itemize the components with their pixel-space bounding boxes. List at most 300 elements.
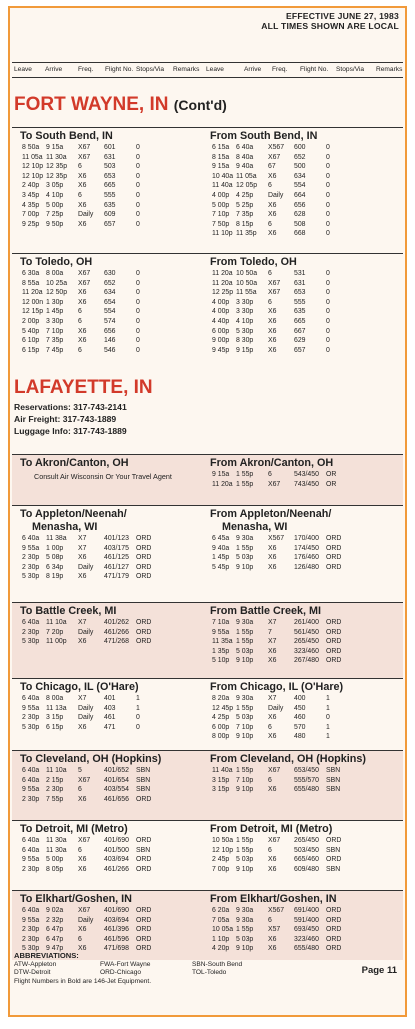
column-header-rule: [12, 77, 403, 78]
flight-row: [20, 279, 210, 289]
stops-via: 0: [136, 172, 140, 180]
frequency: 7: [268, 628, 272, 636]
stops-via: 0: [326, 144, 330, 151]
arrive-time: 1 55p: [236, 926, 254, 934]
column-header-label: Remarks: [173, 66, 200, 73]
frequency: 6: [78, 935, 82, 943]
flight-number: 146: [104, 337, 116, 345]
arrive-time: 2 15p: [46, 776, 64, 784]
stops-via: ORD: [136, 573, 152, 581]
stops-via: 1: [326, 695, 330, 702]
leave-time: 12 10p: [22, 163, 44, 171]
flight-row: [20, 172, 210, 182]
flight-number: 176/460: [294, 554, 319, 562]
flight-number: 628: [294, 211, 306, 219]
arrive-time: 2 32p: [46, 916, 64, 924]
flight-number: 461/266: [104, 628, 129, 636]
flight-number: 631: [104, 153, 116, 161]
arrive-time: 11 10a: [46, 619, 67, 626]
flight-row: [20, 572, 210, 582]
arrive-time: 1 55p: [236, 480, 254, 488]
arrive-time: 12 35p: [46, 172, 68, 180]
arrive-time: 12 35p: [46, 163, 68, 171]
route-title: From Battle Creek, MI: [210, 605, 321, 617]
frequency: X67: [78, 270, 91, 277]
route-section: [12, 820, 403, 890]
flight-row: [20, 210, 210, 220]
stops-via: 0: [136, 201, 140, 209]
flight-row: [20, 704, 210, 714]
flight-row: [210, 220, 400, 230]
leave-time: 2 30p: [22, 935, 40, 943]
flight-row: [20, 544, 210, 554]
arrive-time: 7 45p: [46, 346, 64, 354]
frequency: X6: [78, 865, 87, 873]
from-origin-column: [210, 457, 400, 489]
from-origin-column: [210, 753, 400, 795]
arrive-time: 1 55p: [236, 837, 254, 844]
flight-row: [20, 628, 210, 638]
stops-via: 0: [136, 337, 140, 345]
frequency: X567: [268, 144, 285, 151]
flight-row: [20, 220, 210, 230]
arrive-time: 1 55p: [236, 544, 254, 552]
stops-via: ORD: [326, 563, 342, 571]
frequency: X7: [78, 535, 87, 542]
flight-row: [210, 288, 400, 298]
leave-time: 2 30p: [22, 628, 40, 636]
to-destination-column: [20, 130, 210, 229]
to-destination-column: [20, 823, 210, 874]
flight-number: 401/652: [104, 767, 129, 774]
flight-number: 471/179: [104, 573, 129, 581]
stops-via: 0: [326, 346, 330, 354]
flight-row: [20, 269, 210, 279]
stops-via: ORD: [136, 628, 152, 636]
flight-number: 635: [294, 308, 306, 316]
leave-time: 4 20p: [212, 945, 230, 953]
flight-row: [20, 776, 210, 786]
route-section: [12, 505, 403, 602]
flight-row: [210, 181, 400, 191]
frequency: 6: [268, 723, 272, 731]
flight-number: 554: [294, 182, 306, 190]
timetable-page: [8, 6, 407, 1017]
arrive-time: 10 25a: [46, 279, 68, 287]
arrive-time: 6 47p: [46, 935, 64, 943]
stops-via: ORD: [326, 535, 342, 542]
leave-time: 6 20a: [212, 907, 230, 914]
leave-time: 1 45p: [212, 554, 230, 562]
arrive-time: 3 30p: [236, 298, 254, 306]
flight-number: 401/654: [104, 776, 129, 784]
arrive-time: 11 05a: [236, 172, 257, 180]
frequency: 6: [78, 786, 82, 794]
leave-time: 12 00n: [22, 298, 44, 306]
frequency: Daily: [268, 191, 284, 199]
to-destination-column: [20, 508, 210, 582]
flight-row: [210, 534, 400, 544]
frequency: X6: [78, 327, 87, 335]
flight-number: 609: [104, 211, 116, 219]
arrive-time: 9 50p: [46, 220, 64, 228]
frequency: X6: [78, 182, 87, 190]
route-title: From Elkhart/Goshen, IN: [210, 893, 337, 905]
abbreviation-item: ATW-Appleton: [14, 960, 57, 968]
column-header-label: Flight No.: [300, 66, 329, 73]
arrive-time: 12 05p: [236, 182, 258, 190]
leave-time: 2 40p: [22, 182, 40, 190]
flight-row: [20, 201, 210, 211]
column-header-label: Remarks: [376, 66, 403, 73]
stops-via: 0: [136, 182, 140, 190]
arrive-time: 8 00a: [46, 270, 64, 277]
section-rule: [12, 750, 403, 751]
stops-via: ORD: [136, 535, 152, 542]
flight-number: 471/698: [104, 945, 129, 953]
frequency: X6: [78, 172, 87, 180]
stops-via: ORD: [136, 926, 152, 934]
flight-number: 634: [104, 289, 116, 297]
stops-via: SBN: [136, 786, 151, 794]
flight-row: [20, 346, 210, 356]
frequency: 67: [268, 163, 276, 171]
stops-via: ORD: [136, 916, 152, 924]
stops-via: ORD: [326, 657, 342, 665]
flight-row: [210, 846, 400, 856]
leave-time: 12 10p: [22, 172, 44, 180]
frequency: X67: [78, 144, 91, 151]
column-header-label: Flight No.: [105, 66, 134, 73]
flight-number: 691/400: [294, 907, 319, 914]
frequency: X6: [78, 337, 87, 345]
arrive-time: 9 10p: [236, 563, 254, 571]
frequency: X6: [78, 554, 87, 562]
frequency: X67: [268, 480, 281, 488]
leave-time: 6 45a: [212, 535, 230, 542]
leave-time: 6 40a: [22, 837, 40, 844]
leave-time: 10 40a: [212, 172, 234, 180]
arrive-time: 11 35p: [236, 230, 257, 238]
leave-time: 4 40p: [212, 317, 230, 325]
flight-number: 665: [104, 182, 116, 190]
stops-via: ORD: [136, 856, 152, 864]
stops-via: SBN: [326, 767, 341, 774]
leave-time: 8 55a: [22, 279, 40, 287]
stops-via: 0: [136, 279, 140, 287]
route-section: [12, 454, 403, 505]
leave-time: 6 40a: [22, 767, 40, 774]
flight-number: 655/480: [294, 786, 319, 794]
stops-via: ORD: [136, 619, 152, 626]
frequency: X6: [78, 926, 87, 934]
frequency: X67: [268, 289, 281, 297]
frequency: X6: [78, 945, 87, 953]
route-title: From Chicago, IL (O'Hare): [210, 681, 344, 693]
section-rule: [12, 127, 403, 128]
abbreviation-item: TOL-Toledo: [192, 969, 227, 976]
stops-via: 0: [326, 182, 330, 190]
stops-via: 1: [326, 723, 330, 731]
arrive-time: 9 40a: [236, 163, 254, 171]
column-header-label: Leave: [206, 66, 224, 73]
arrive-time: 1 45p: [46, 308, 64, 316]
arrive-time: 11 55a: [236, 289, 257, 297]
route-title: From South Bend, IN: [210, 130, 318, 142]
stops-via: 0: [326, 220, 330, 228]
flight-number: 653: [294, 289, 306, 297]
arrive-time: 5 25p: [236, 201, 254, 209]
leave-time: 12 25p: [212, 289, 234, 297]
frequency: X7: [78, 544, 87, 552]
frequency: X67: [78, 837, 91, 844]
stops-via: 0: [326, 153, 330, 161]
column-header-label: Stops/Via: [136, 66, 165, 73]
flight-number: 461/396: [104, 926, 129, 934]
leave-time: 1 10p: [212, 935, 230, 943]
frequency: 6: [268, 298, 272, 306]
flight-row: [210, 162, 400, 172]
leave-time: 6 40a: [22, 907, 40, 914]
arrive-time: 9 10p: [236, 733, 254, 741]
stops-via: 0: [326, 279, 330, 287]
frequency: X7: [268, 619, 277, 626]
frequency: X6: [268, 544, 277, 552]
arrive-time: 6 40a: [236, 144, 254, 151]
arrive-time: 8 00a: [46, 695, 64, 702]
stops-via: ORD: [136, 945, 152, 953]
abbreviation-item: SBN-South Bend: [192, 960, 243, 968]
flight-number: 601: [104, 144, 116, 151]
leave-time: 4 00p: [212, 191, 230, 199]
frequency: X67: [78, 907, 91, 914]
route-title: Menasha, WI: [222, 521, 288, 533]
arrive-time: 5 03p: [236, 714, 254, 722]
arrive-time: 8 19p: [46, 573, 64, 581]
frequency: X67: [268, 837, 281, 844]
route-title: To Appleton/Neenah/: [20, 508, 127, 520]
frequency: X6: [78, 220, 87, 228]
frequency: Daily: [78, 916, 94, 924]
frequency: X6: [268, 308, 277, 316]
flight-number: 403/175: [104, 544, 129, 552]
flight-number: 401: [104, 695, 116, 702]
flight-row: [20, 143, 210, 153]
flight-number: 403: [104, 704, 116, 712]
leave-time: 8 50a: [22, 144, 40, 151]
leave-time: 4 00p: [212, 298, 230, 306]
flight-number: 450: [294, 704, 306, 712]
leave-time: 6 40a: [22, 619, 40, 626]
to-destination-column: [20, 457, 210, 481]
flight-row: [20, 181, 210, 191]
stops-via: 0: [326, 201, 330, 209]
arrive-time: 5 03p: [236, 647, 254, 655]
flight-row: [210, 732, 400, 742]
frequency: X67: [268, 767, 281, 774]
flight-row: [20, 846, 210, 856]
leave-time: 9 55a: [22, 544, 40, 552]
flight-number: 174/450: [294, 544, 319, 552]
frequency: X7: [268, 695, 277, 702]
arrive-time: 5 08p: [46, 554, 64, 562]
header-rule: [12, 62, 403, 63]
route-note: Consult Air Wisconsin Or Your Travel Agent: [34, 472, 172, 481]
frequency: X6: [78, 795, 87, 803]
stops-via: SBN: [326, 776, 341, 784]
flight-number: 667: [294, 327, 306, 335]
frequency: X7: [78, 619, 87, 626]
leave-time: 7 10a: [212, 619, 230, 626]
flight-row: [210, 925, 400, 935]
flight-row: [210, 480, 400, 490]
leave-time: 2 00p: [22, 317, 40, 325]
to-destination-column: [20, 753, 210, 804]
frequency: X6: [268, 211, 277, 219]
leave-time: 7 10p: [212, 211, 230, 219]
stops-via: 0: [136, 191, 140, 199]
leave-time: 6 10p: [22, 337, 40, 345]
leave-time: 6 40a: [22, 776, 40, 784]
frequency: X7: [268, 638, 277, 646]
frequency: Daily: [78, 628, 94, 636]
stops-via: OR: [326, 480, 337, 488]
page-number: Page 11: [361, 965, 397, 976]
flight-row: [210, 336, 400, 346]
from-origin-column: [210, 893, 400, 954]
frequency: Daily: [78, 563, 94, 571]
arrive-time: 9 47p: [46, 945, 64, 953]
flight-number: 555/570: [294, 776, 319, 784]
to-destination-column: [20, 681, 210, 732]
arrive-time: 8 15p: [236, 220, 254, 228]
stops-via: SBN: [136, 776, 151, 784]
arrive-time: 6 34p: [46, 563, 64, 571]
leave-time: 12 15p: [22, 308, 44, 316]
flight-number: 265/450: [294, 638, 319, 646]
frequency: X6: [268, 733, 277, 741]
leave-time: 9 15a: [212, 163, 230, 171]
stops-via: ORD: [136, 563, 152, 571]
stops-via: ORD: [136, 907, 152, 914]
arrive-time: 4 10p: [46, 191, 64, 199]
frequency: X6: [268, 945, 277, 953]
flight-number: 574: [104, 317, 116, 325]
flight-number: 654: [104, 298, 116, 306]
leave-time: 11 10p: [212, 230, 233, 238]
route-title: To South Bend, IN: [20, 130, 113, 142]
frequency: X6: [268, 935, 277, 943]
arrive-time: 6 47p: [46, 926, 64, 934]
arrive-time: 7 35p: [46, 337, 64, 345]
flight-number: 471: [104, 723, 116, 731]
route-section: [12, 602, 403, 678]
stops-via: 0: [136, 317, 140, 325]
route-title: To Detroit, MI (Metro): [20, 823, 128, 835]
arrive-time: 6 15p: [46, 723, 64, 731]
stops-via: SBN: [136, 767, 151, 774]
frequency: 6: [268, 776, 272, 784]
arrive-time: 5 03p: [236, 554, 254, 562]
stops-via: 0: [326, 211, 330, 219]
flight-number: 546: [104, 346, 116, 354]
flight-row: [210, 906, 400, 916]
route-title: To Toledo, OH: [20, 256, 93, 268]
route-section: [12, 750, 403, 820]
flight-row: [20, 855, 210, 865]
flight-row: [210, 855, 400, 865]
leave-time: 11 35a: [212, 638, 233, 646]
stops-via: 0: [136, 144, 140, 151]
leave-time: 11 05a: [22, 153, 43, 161]
bold-flight-footnote: Flight Numbers in Bold are 146-Jet Equipment.: [14, 977, 152, 985]
arrive-time: 10 50a: [236, 270, 258, 277]
leave-time: 2 30p: [22, 926, 40, 934]
leave-time: 6 40a: [22, 535, 40, 542]
leave-time: 6 15a: [212, 144, 230, 151]
flight-number: 170/400: [294, 535, 319, 542]
stops-via: 0: [136, 298, 140, 306]
flight-number: 656: [104, 327, 116, 335]
flight-row: [210, 470, 400, 480]
arrive-time: 11 30a: [46, 846, 67, 854]
route-title: From Akron/Canton, OH: [210, 457, 334, 469]
flight-number: 460: [294, 714, 306, 722]
section-rule: [12, 678, 403, 679]
flight-row: [20, 637, 210, 647]
arrive-time: 8 40a: [236, 153, 254, 161]
arrive-time: 7 55p: [46, 795, 64, 803]
arrive-time: 9 10p: [236, 657, 254, 665]
leave-time: 9 40a: [212, 544, 230, 552]
column-header-label: Stops/Via: [336, 66, 365, 73]
leave-time: 6 40a: [22, 846, 40, 854]
flight-row: [210, 172, 400, 182]
flight-row: [210, 279, 400, 289]
abbreviations-heading: ABBREVIATIONS:: [14, 951, 79, 960]
stops-via: SBN: [136, 846, 151, 854]
arrive-time: 9 30a: [236, 907, 254, 914]
flight-number: 693/450: [294, 926, 319, 934]
arrive-time: 9 10p: [236, 865, 254, 873]
flight-number: 555: [104, 191, 116, 199]
leave-time: 5 45p: [212, 563, 230, 571]
arrive-time: 10 50a: [236, 279, 258, 287]
route-section: [12, 890, 403, 960]
flight-row: [210, 210, 400, 220]
frequency: X6: [268, 856, 277, 864]
flight-number: 665: [294, 317, 306, 325]
arrive-time: 1 55p: [236, 471, 254, 478]
arrive-time: 5 03p: [236, 856, 254, 864]
leave-time: 9 55a: [22, 856, 40, 864]
leave-time: 5 30p: [22, 945, 40, 953]
flight-number: 471/268: [104, 638, 129, 646]
frequency: X6: [78, 573, 87, 581]
flight-row: [20, 935, 210, 945]
flight-number: 403/694: [104, 916, 129, 924]
arrive-time: 11 30a: [46, 153, 67, 161]
stops-via: 0: [326, 317, 330, 325]
flight-row: [210, 317, 400, 327]
flight-number: 570: [294, 723, 306, 731]
arrive-time: 11 13a: [46, 704, 67, 712]
leave-time: 6 00p: [212, 723, 230, 731]
leave-time: 9 55a: [22, 916, 40, 924]
leave-time: 12 45p: [212, 704, 234, 712]
flight-row: [210, 935, 400, 945]
flight-number: 461/127: [104, 563, 129, 571]
